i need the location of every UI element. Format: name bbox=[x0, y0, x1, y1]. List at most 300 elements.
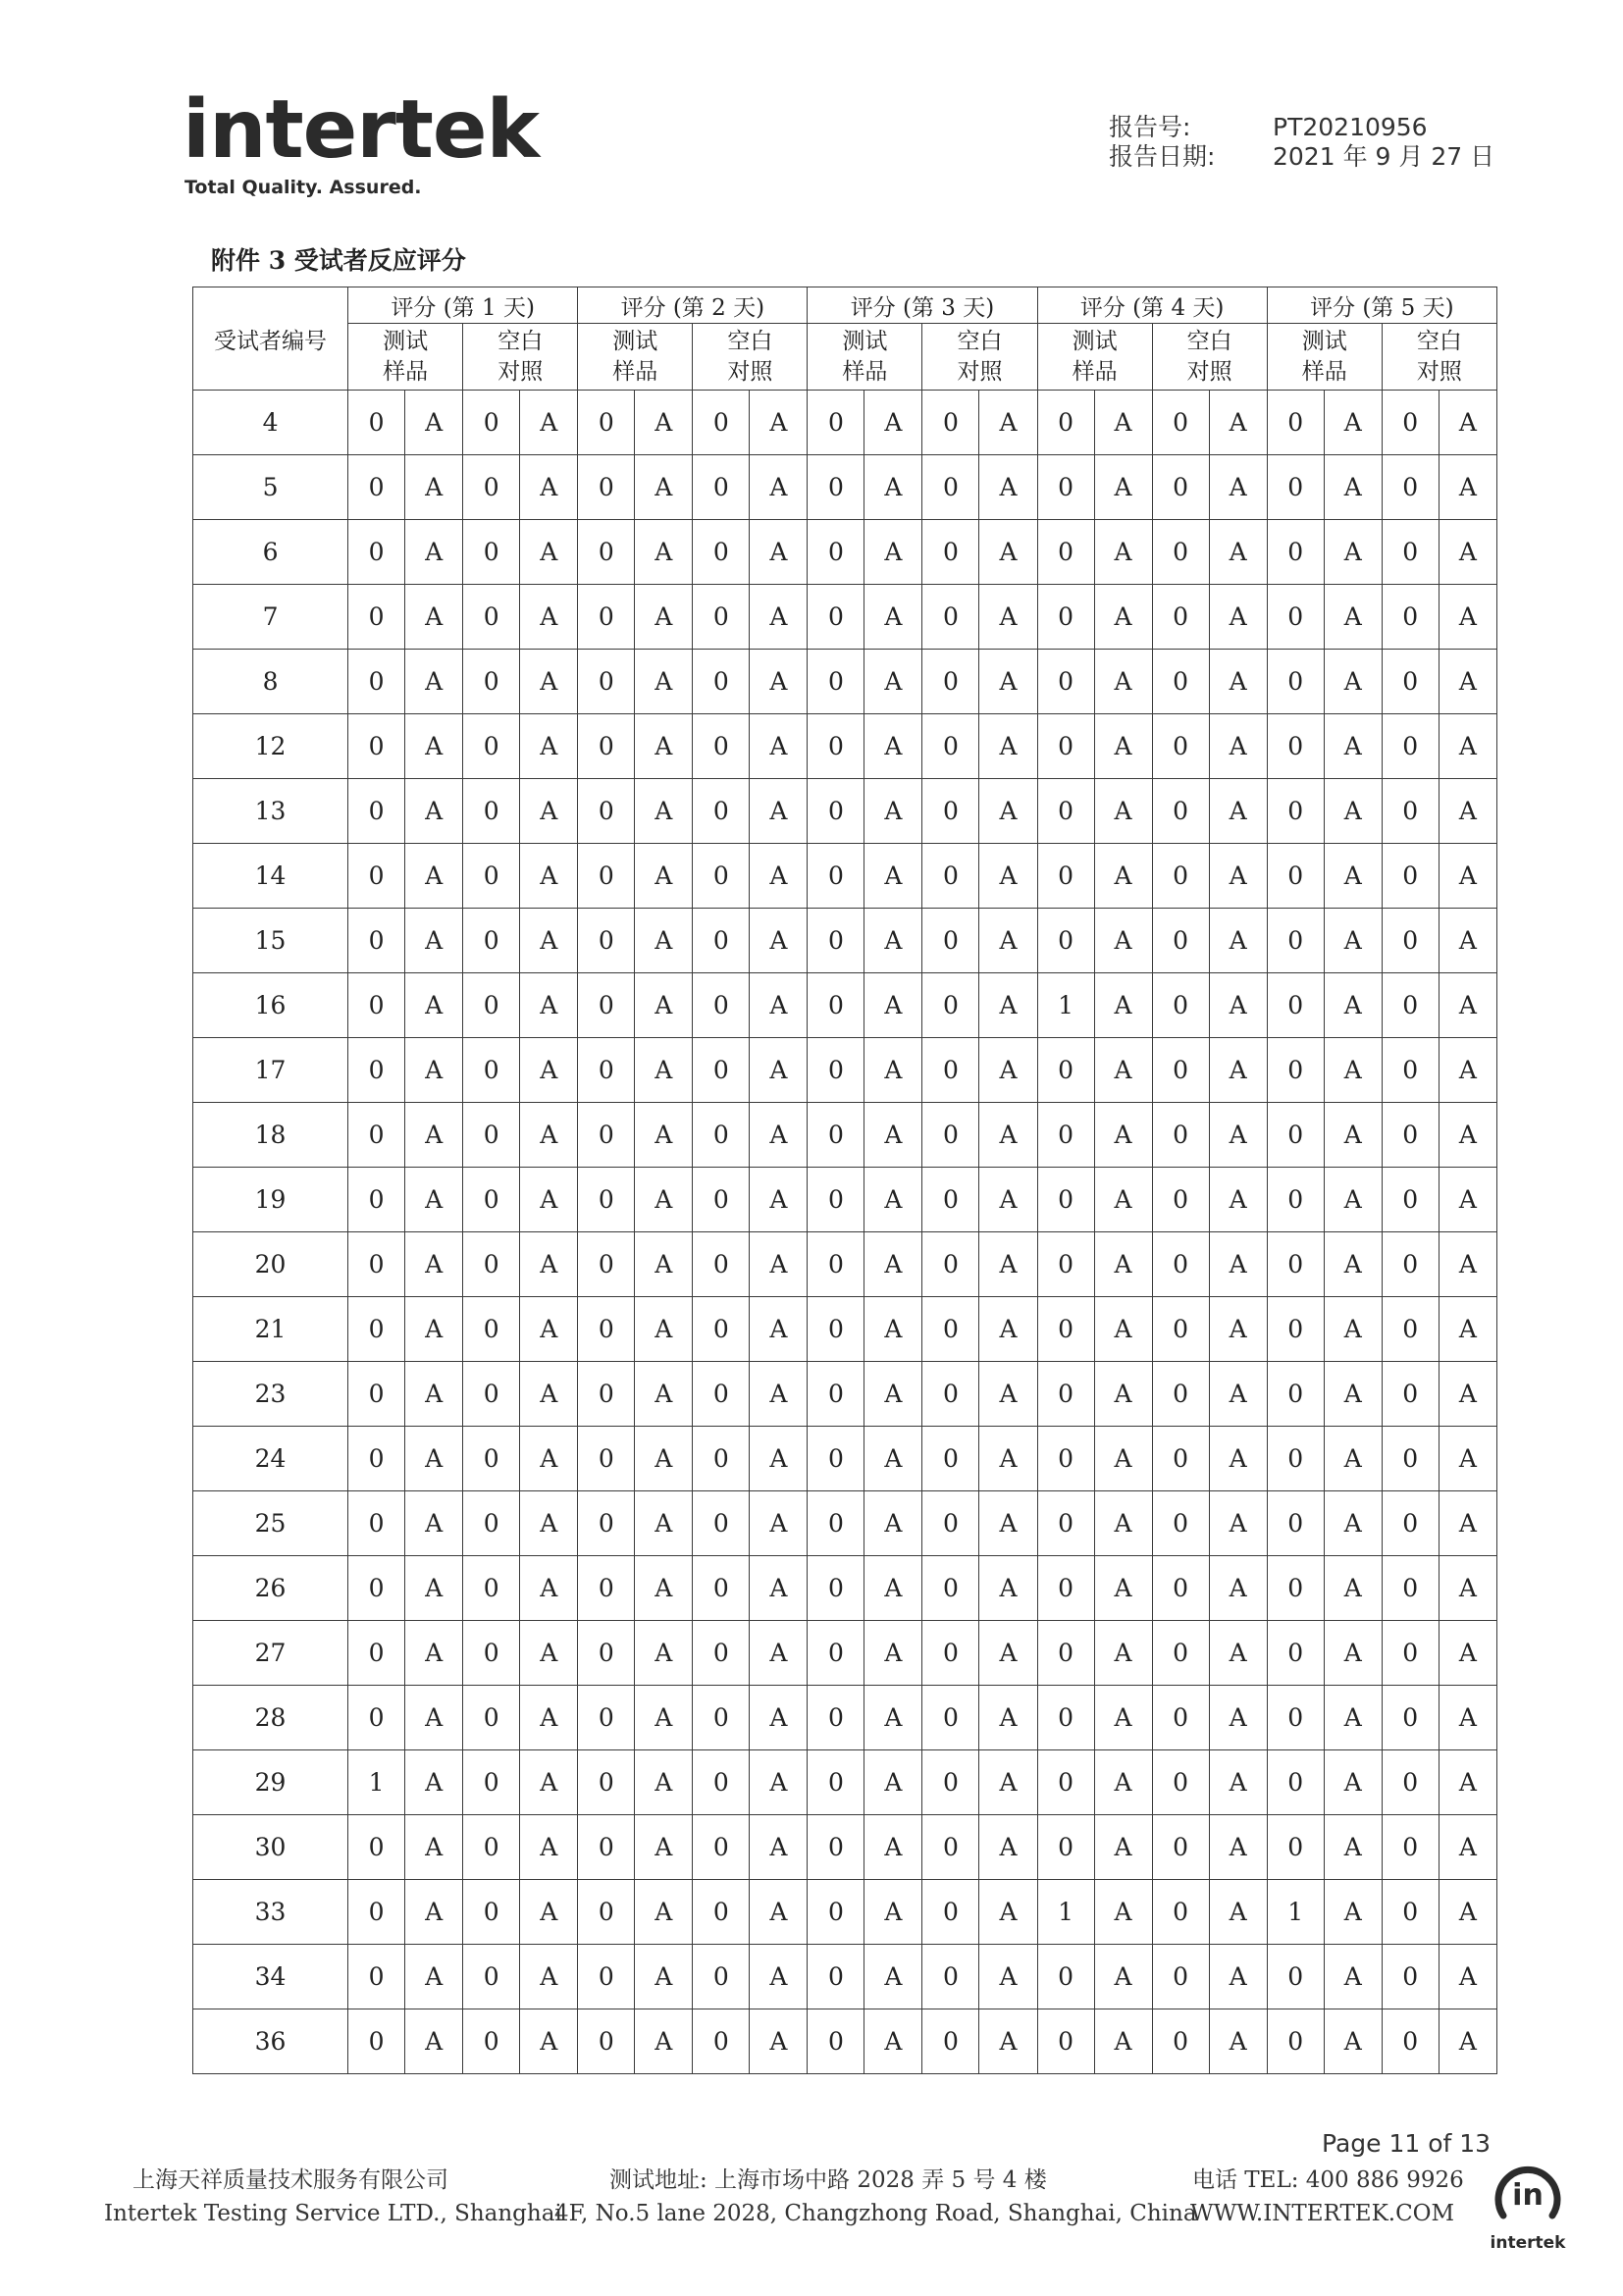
score-cell: A bbox=[1094, 1945, 1152, 2009]
subject-id-cell: 26 bbox=[193, 1556, 348, 1621]
score-cell: A bbox=[635, 1038, 693, 1103]
score-cell: A bbox=[864, 1621, 922, 1686]
score-cell: A bbox=[864, 520, 922, 585]
score-cell: 0 bbox=[1267, 909, 1324, 973]
score-cell: A bbox=[750, 1880, 808, 1945]
subject-id-cell: 5 bbox=[193, 455, 348, 520]
score-cell: A bbox=[750, 714, 808, 779]
score-cell: 0 bbox=[578, 585, 635, 650]
report-number: PT20210956 bbox=[1273, 113, 1428, 141]
score-cell: A bbox=[750, 1686, 808, 1750]
table-row bbox=[193, 1427, 1497, 1491]
score-cell: A bbox=[1439, 650, 1496, 714]
score-cell: A bbox=[1209, 714, 1267, 779]
score-cell: 0 bbox=[578, 1297, 635, 1362]
score-cell: 0 bbox=[1382, 520, 1439, 585]
score-cell: 0 bbox=[1037, 714, 1094, 779]
score-cell: 0 bbox=[1152, 1556, 1209, 1621]
score-cell: 0 bbox=[463, 1750, 520, 1815]
score-cell: 0 bbox=[1037, 1038, 1094, 1103]
score-cell: 0 bbox=[808, 1686, 864, 1750]
score-cell: 0 bbox=[1382, 714, 1439, 779]
score-cell: 1 bbox=[348, 1750, 405, 1815]
score-cell: 0 bbox=[808, 1815, 864, 1880]
intertek-badge-icon bbox=[1484, 2159, 1572, 2227]
score-cell: A bbox=[864, 844, 922, 909]
score-cell: A bbox=[750, 1232, 808, 1297]
score-cell: 0 bbox=[693, 1103, 750, 1168]
score-cell: 0 bbox=[808, 1038, 864, 1103]
score-cell: A bbox=[405, 779, 463, 844]
day-3-header: 评分 (第 3 天) bbox=[808, 287, 1037, 324]
score-cell: 0 bbox=[578, 650, 635, 714]
day-4-blank-control-header: 空白对照 bbox=[1152, 324, 1267, 391]
score-cell: A bbox=[1209, 455, 1267, 520]
score-cell: 0 bbox=[922, 1038, 979, 1103]
subject-id-cell: 12 bbox=[193, 714, 348, 779]
score-cell: A bbox=[635, 1362, 693, 1427]
score-cell: 0 bbox=[693, 844, 750, 909]
score-cell: A bbox=[1209, 1815, 1267, 1880]
score-cell: 0 bbox=[922, 909, 979, 973]
score-cell: 0 bbox=[1152, 585, 1209, 650]
score-cell: A bbox=[1324, 1038, 1382, 1103]
subject-id-cell: 7 bbox=[193, 585, 348, 650]
score-cell: 0 bbox=[1152, 455, 1209, 520]
score-cell: 0 bbox=[1267, 520, 1324, 585]
score-cell: 0 bbox=[348, 1815, 405, 1880]
table-row bbox=[193, 650, 1497, 714]
score-cell: 0 bbox=[693, 585, 750, 650]
score-cell: A bbox=[1324, 1686, 1382, 1750]
score-cell: 0 bbox=[922, 1556, 979, 1621]
score-cell: 0 bbox=[463, 714, 520, 779]
score-cell: 0 bbox=[348, 973, 405, 1038]
score-cell: A bbox=[864, 1362, 922, 1427]
score-cell: A bbox=[979, 1362, 1037, 1427]
score-cell: 0 bbox=[1152, 909, 1209, 973]
score-cell: A bbox=[864, 1427, 922, 1491]
test-address-cn: 测试地址: 上海市场中路 2028 弄 5 号 4 楼 bbox=[609, 2167, 1047, 2193]
score-cell: 0 bbox=[693, 2009, 750, 2074]
score-cell: 0 bbox=[808, 1880, 864, 1945]
day-3-blank-control-header: 空白对照 bbox=[922, 324, 1037, 391]
score-cell: 0 bbox=[693, 1232, 750, 1297]
score-cell: A bbox=[1209, 844, 1267, 909]
score-cell: A bbox=[1094, 2009, 1152, 2074]
score-cell: 0 bbox=[578, 391, 635, 455]
score-cell: A bbox=[1324, 909, 1382, 973]
table-row bbox=[193, 1491, 1497, 1556]
score-cell: 0 bbox=[922, 973, 979, 1038]
score-cell: A bbox=[864, 1491, 922, 1556]
subject-id-cell: 27 bbox=[193, 1621, 348, 1686]
score-cell: 0 bbox=[348, 1232, 405, 1297]
score-cell: A bbox=[405, 2009, 463, 2074]
score-cell: 0 bbox=[1382, 1945, 1439, 2009]
score-cell: 0 bbox=[1152, 520, 1209, 585]
score-cell: 0 bbox=[922, 1491, 979, 1556]
score-cell: A bbox=[864, 585, 922, 650]
score-cell: 0 bbox=[348, 1556, 405, 1621]
subject-id-cell: 21 bbox=[193, 1297, 348, 1362]
score-cell: 0 bbox=[463, 1103, 520, 1168]
score-cell: 0 bbox=[693, 1427, 750, 1491]
score-cell: 0 bbox=[808, 779, 864, 844]
score-cell: A bbox=[405, 1686, 463, 1750]
table-row bbox=[193, 779, 1497, 844]
score-cell: A bbox=[1324, 520, 1382, 585]
score-cell: A bbox=[1439, 779, 1496, 844]
score-cell: A bbox=[750, 520, 808, 585]
table-row bbox=[193, 1297, 1497, 1362]
score-cell: A bbox=[520, 1815, 578, 1880]
score-cell: A bbox=[979, 1232, 1037, 1297]
score-cell: 0 bbox=[348, 1880, 405, 1945]
score-cell: A bbox=[520, 1362, 578, 1427]
day-2-test-sample-header: 测试样品 bbox=[578, 324, 693, 391]
score-cell: A bbox=[405, 973, 463, 1038]
score-cell: 0 bbox=[1152, 1168, 1209, 1232]
score-cell: A bbox=[520, 1556, 578, 1621]
score-cell: 0 bbox=[348, 1686, 405, 1750]
score-cell: 0 bbox=[693, 973, 750, 1038]
score-cell: A bbox=[864, 1750, 922, 1815]
score-cell: A bbox=[1439, 1880, 1496, 1945]
score-cell: 0 bbox=[348, 585, 405, 650]
score-cell: 0 bbox=[693, 714, 750, 779]
score-cell: A bbox=[635, 1945, 693, 2009]
score-cell: A bbox=[1324, 2009, 1382, 2074]
score-cell: 0 bbox=[1382, 1556, 1439, 1621]
score-cell: A bbox=[520, 2009, 578, 2074]
score-cell: 0 bbox=[1152, 1945, 1209, 2009]
score-cell: A bbox=[1094, 1880, 1152, 1945]
score-cell: 0 bbox=[1152, 1880, 1209, 1945]
score-cell: 0 bbox=[348, 1945, 405, 2009]
score-cell: A bbox=[520, 844, 578, 909]
score-cell: 0 bbox=[1267, 973, 1324, 1038]
score-cell: A bbox=[750, 844, 808, 909]
score-cell: 0 bbox=[1037, 1168, 1094, 1232]
score-cell: A bbox=[979, 455, 1037, 520]
score-cell: 0 bbox=[1152, 1750, 1209, 1815]
score-cell: A bbox=[979, 1945, 1037, 2009]
score-cell: 0 bbox=[1152, 2009, 1209, 2074]
score-cell: 0 bbox=[1267, 455, 1324, 520]
score-cell: A bbox=[635, 1491, 693, 1556]
score-cell: A bbox=[520, 650, 578, 714]
table-row bbox=[193, 1815, 1497, 1880]
score-cell: 0 bbox=[1267, 844, 1324, 909]
score-cell: 0 bbox=[1382, 391, 1439, 455]
company-name-en: Intertek Testing Service LTD., Shanghai bbox=[104, 2201, 562, 2226]
score-cell: 0 bbox=[463, 909, 520, 973]
score-cell: 0 bbox=[1037, 1362, 1094, 1427]
score-cell: A bbox=[1439, 909, 1496, 973]
score-cell: A bbox=[864, 1686, 922, 1750]
score-cell: A bbox=[979, 844, 1037, 909]
score-cell: 0 bbox=[1152, 1491, 1209, 1556]
score-cell: 0 bbox=[808, 1232, 864, 1297]
test-address-en: 4F, No.5 lane 2028, Changzhong Road, Shanghai, China bbox=[554, 2201, 1197, 2226]
subject-id-cell: 15 bbox=[193, 909, 348, 973]
score-cell: A bbox=[1439, 1168, 1496, 1232]
score-cell: 0 bbox=[693, 909, 750, 973]
score-cell: 0 bbox=[1037, 585, 1094, 650]
score-cell: 0 bbox=[1037, 1556, 1094, 1621]
score-cell: A bbox=[750, 909, 808, 973]
score-cell: 0 bbox=[808, 1556, 864, 1621]
score-cell: A bbox=[1439, 455, 1496, 520]
score-cell: A bbox=[635, 1815, 693, 1880]
score-cell: A bbox=[405, 1750, 463, 1815]
website-link[interactable]: WWW.INTERTEK.COM bbox=[1190, 2201, 1455, 2226]
score-cell: A bbox=[979, 1880, 1037, 1945]
score-cell: 0 bbox=[1152, 391, 1209, 455]
score-cell: A bbox=[1439, 585, 1496, 650]
score-cell: A bbox=[635, 650, 693, 714]
score-cell: A bbox=[520, 714, 578, 779]
score-cell: 0 bbox=[1037, 1621, 1094, 1686]
subject-id-cell: 33 bbox=[193, 1880, 348, 1945]
score-cell: 0 bbox=[348, 1427, 405, 1491]
score-cell: 0 bbox=[1037, 2009, 1094, 2074]
score-cell: 0 bbox=[808, 1945, 864, 2009]
score-cell: A bbox=[1324, 1556, 1382, 1621]
score-cell: 0 bbox=[808, 455, 864, 520]
score-cell: 0 bbox=[693, 455, 750, 520]
score-cell: 0 bbox=[1382, 844, 1439, 909]
score-cell: 0 bbox=[348, 1168, 405, 1232]
score-cell: 0 bbox=[922, 585, 979, 650]
score-cell: A bbox=[1324, 391, 1382, 455]
score-cell: A bbox=[520, 391, 578, 455]
score-cell: A bbox=[1094, 909, 1152, 973]
score-cell: A bbox=[979, 1038, 1037, 1103]
score-cell: 0 bbox=[1152, 1362, 1209, 1427]
score-cell: A bbox=[1094, 1297, 1152, 1362]
score-cell: A bbox=[864, 650, 922, 714]
score-cell: A bbox=[979, 909, 1037, 973]
score-cell: A bbox=[405, 1621, 463, 1686]
score-cell: 0 bbox=[463, 1621, 520, 1686]
score-cell: A bbox=[405, 1232, 463, 1297]
score-cell: 0 bbox=[578, 1362, 635, 1427]
score-cell: A bbox=[635, 1427, 693, 1491]
score-cell: A bbox=[864, 1232, 922, 1297]
score-cell: 0 bbox=[578, 1427, 635, 1491]
score-cell: 0 bbox=[1037, 844, 1094, 909]
score-cell: 0 bbox=[1382, 1686, 1439, 1750]
score-cell: A bbox=[750, 1168, 808, 1232]
score-cell: 0 bbox=[463, 844, 520, 909]
score-cell: 0 bbox=[348, 909, 405, 973]
score-cell: 0 bbox=[1382, 1103, 1439, 1168]
score-cell: 0 bbox=[463, 1232, 520, 1297]
score-cell: A bbox=[750, 1621, 808, 1686]
score-cell: 0 bbox=[1267, 1297, 1324, 1362]
score-cell: A bbox=[520, 779, 578, 844]
score-cell: A bbox=[635, 520, 693, 585]
score-cell: A bbox=[405, 1815, 463, 1880]
score-cell: A bbox=[1439, 1750, 1496, 1815]
day-2-blank-control-header: 空白对照 bbox=[693, 324, 808, 391]
score-cell: A bbox=[1439, 1621, 1496, 1686]
score-cell: A bbox=[979, 1103, 1037, 1168]
score-cell: A bbox=[405, 909, 463, 973]
score-cell: A bbox=[1094, 973, 1152, 1038]
score-cell: 0 bbox=[348, 520, 405, 585]
score-cell: A bbox=[1439, 714, 1496, 779]
score-cell: A bbox=[750, 1491, 808, 1556]
subject-id-cell: 6 bbox=[193, 520, 348, 585]
score-cell: 0 bbox=[1267, 1750, 1324, 1815]
table-row bbox=[193, 1621, 1497, 1686]
phone-number: 电话 TEL: 400 886 9926 bbox=[1192, 2167, 1464, 2193]
score-cell: 0 bbox=[1267, 779, 1324, 844]
score-cell: 0 bbox=[578, 455, 635, 520]
day-3-test-sample-header: 测试样品 bbox=[808, 324, 922, 391]
intertek-logo bbox=[183, 83, 540, 198]
score-cell: 0 bbox=[1267, 1491, 1324, 1556]
score-cell: A bbox=[1209, 1686, 1267, 1750]
score-cell: A bbox=[1094, 1815, 1152, 1880]
score-cell: 0 bbox=[1382, 973, 1439, 1038]
score-cell: A bbox=[979, 1686, 1037, 1750]
score-cell: A bbox=[1094, 585, 1152, 650]
score-cell: A bbox=[635, 455, 693, 520]
score-cell: A bbox=[1439, 1815, 1496, 1880]
score-cell: A bbox=[750, 1038, 808, 1103]
score-cell: 0 bbox=[808, 1297, 864, 1362]
intertek-badge bbox=[1484, 2159, 1572, 2253]
score-cell: A bbox=[1094, 1427, 1152, 1491]
score-cell: A bbox=[979, 520, 1037, 585]
score-cell: A bbox=[1439, 1556, 1496, 1621]
score-cell: 0 bbox=[808, 1491, 864, 1556]
table-row bbox=[193, 2009, 1497, 2074]
page-number: Page 11 of 13 bbox=[1322, 2129, 1492, 2158]
score-cell: 0 bbox=[1152, 1297, 1209, 1362]
score-cell: A bbox=[979, 1621, 1037, 1686]
score-cell: 0 bbox=[463, 1038, 520, 1103]
subject-id-cell: 18 bbox=[193, 1103, 348, 1168]
score-cell: A bbox=[1209, 1556, 1267, 1621]
score-cell: A bbox=[1209, 779, 1267, 844]
score-cell: 0 bbox=[1382, 1038, 1439, 1103]
score-cell: A bbox=[1209, 1750, 1267, 1815]
score-cell: 0 bbox=[578, 1750, 635, 1815]
score-cell: 0 bbox=[1382, 909, 1439, 973]
score-cell: A bbox=[520, 1491, 578, 1556]
score-cell: A bbox=[1439, 520, 1496, 585]
day-1-blank-control-header: 空白对照 bbox=[463, 324, 578, 391]
company-name-cn: 上海天祥质量技术服务有限公司 bbox=[132, 2167, 448, 2193]
score-cell: 1 bbox=[1037, 1880, 1094, 1945]
score-cell: 0 bbox=[348, 1038, 405, 1103]
score-cell: A bbox=[979, 1297, 1037, 1362]
score-cell: 0 bbox=[1037, 1103, 1094, 1168]
score-cell: A bbox=[979, 391, 1037, 455]
score-cell: A bbox=[1209, 909, 1267, 973]
score-cell: 0 bbox=[348, 844, 405, 909]
score-cell: 0 bbox=[1152, 650, 1209, 714]
score-cell: 0 bbox=[463, 455, 520, 520]
score-cell: A bbox=[1209, 1297, 1267, 1362]
table-row bbox=[193, 1686, 1497, 1750]
score-cell: 0 bbox=[578, 714, 635, 779]
table-row bbox=[193, 1556, 1497, 1621]
score-cell: 0 bbox=[1037, 1232, 1094, 1297]
score-cell: 0 bbox=[693, 1815, 750, 1880]
score-cell: 0 bbox=[922, 1815, 979, 1880]
score-cell: 0 bbox=[348, 779, 405, 844]
score-cell: 0 bbox=[463, 650, 520, 714]
score-cell: 0 bbox=[463, 1297, 520, 1362]
score-cell: A bbox=[1094, 1750, 1152, 1815]
table-row bbox=[193, 1945, 1497, 2009]
score-cell: 0 bbox=[808, 1168, 864, 1232]
score-cell: 0 bbox=[348, 1103, 405, 1168]
score-cell: 0 bbox=[1037, 1815, 1094, 1880]
score-cell: A bbox=[1324, 1232, 1382, 1297]
score-cell: A bbox=[1209, 1621, 1267, 1686]
score-cell: 0 bbox=[1267, 650, 1324, 714]
score-cell: A bbox=[750, 2009, 808, 2074]
score-cell: 0 bbox=[463, 585, 520, 650]
score-cell: 0 bbox=[463, 779, 520, 844]
score-cell: A bbox=[1094, 1686, 1152, 1750]
score-cell: 0 bbox=[922, 1103, 979, 1168]
score-cell: 0 bbox=[578, 973, 635, 1038]
score-cell: A bbox=[1324, 455, 1382, 520]
score-cell: A bbox=[1439, 973, 1496, 1038]
score-cell: 0 bbox=[578, 1232, 635, 1297]
report-date: 2021 年 9 月 27 日 bbox=[1273, 142, 1495, 171]
score-cell: 0 bbox=[348, 1491, 405, 1556]
score-cell: 0 bbox=[1152, 1232, 1209, 1297]
score-cell: A bbox=[1324, 1297, 1382, 1362]
score-cell: A bbox=[635, 1750, 693, 1815]
score-cell: A bbox=[635, 714, 693, 779]
score-cell: 0 bbox=[348, 650, 405, 714]
score-cell: 0 bbox=[693, 650, 750, 714]
logo-tagline: Total Quality. Assured. bbox=[184, 177, 422, 198]
score-cell: A bbox=[1094, 1038, 1152, 1103]
score-cell: A bbox=[1209, 1945, 1267, 2009]
score-cell: 1 bbox=[1267, 1880, 1324, 1945]
score-cell: 0 bbox=[348, 455, 405, 520]
table-row bbox=[193, 391, 1497, 455]
score-cell: 0 bbox=[463, 391, 520, 455]
subject-id-cell: 30 bbox=[193, 1815, 348, 1880]
score-cell: A bbox=[1094, 844, 1152, 909]
score-cell: 0 bbox=[578, 1880, 635, 1945]
score-cell: 0 bbox=[348, 714, 405, 779]
score-cell: 0 bbox=[1267, 1815, 1324, 1880]
score-cell: 0 bbox=[1267, 1686, 1324, 1750]
score-cell: A bbox=[520, 1297, 578, 1362]
score-cell: 0 bbox=[922, 1880, 979, 1945]
score-cell: 0 bbox=[808, 973, 864, 1038]
score-cell: A bbox=[1209, 1491, 1267, 1556]
score-cell: A bbox=[520, 1621, 578, 1686]
score-cell: 0 bbox=[578, 779, 635, 844]
score-cell: A bbox=[520, 1686, 578, 1750]
score-cell: A bbox=[1094, 520, 1152, 585]
subject-id-cell: 16 bbox=[193, 973, 348, 1038]
